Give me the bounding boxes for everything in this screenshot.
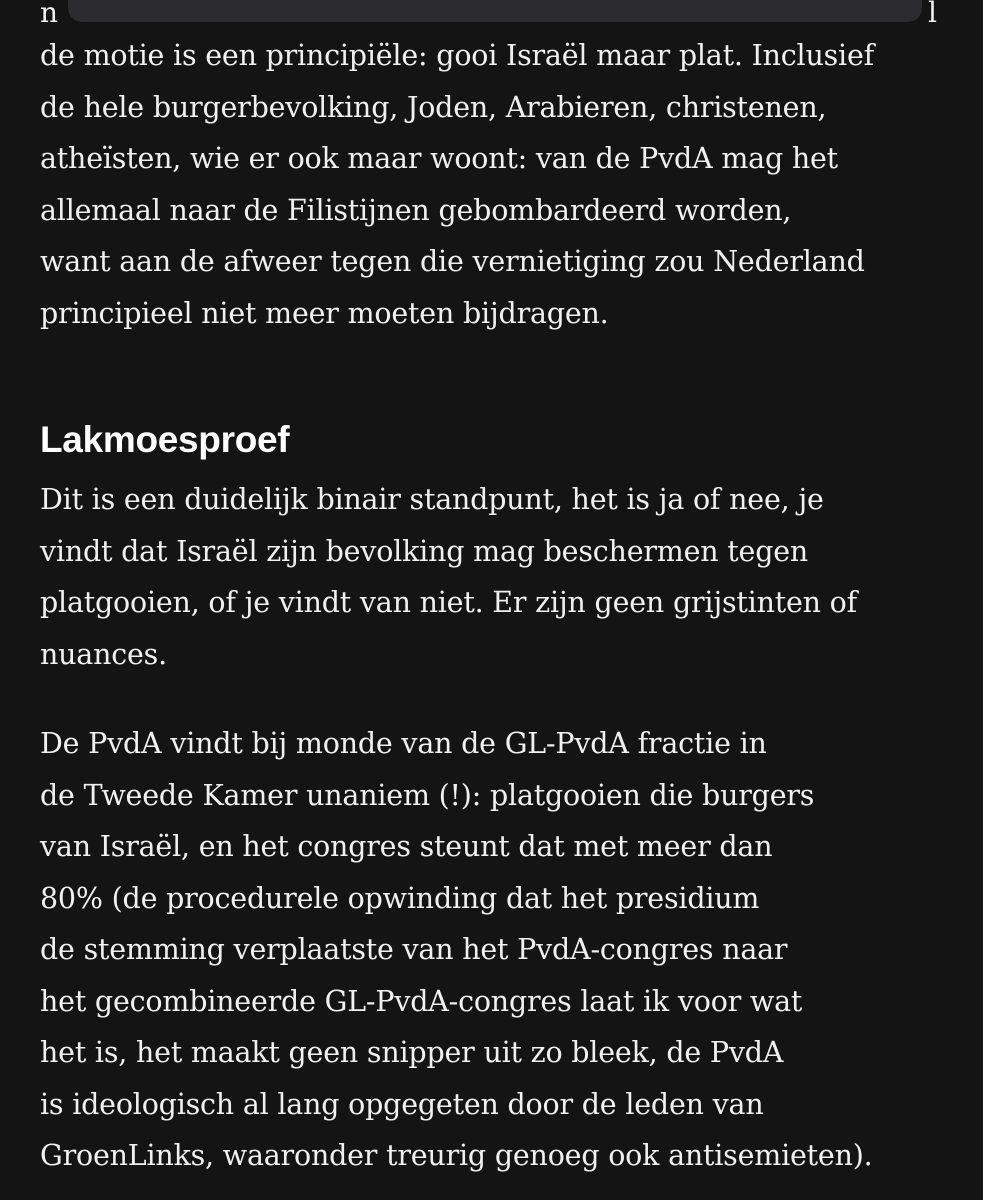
cutoff-text-right: l (928, 0, 937, 29)
paragraph-line: is ideologisch al lang opgegeten door de leden van (40, 1087, 764, 1121)
paragraph-line: de motie is een principiële: gooi Israël maar plat. Inclusief (40, 39, 874, 72)
cutoff-text-left: n (40, 0, 59, 29)
article-paragraph-2 (40, 474, 857, 680)
paragraph-line: vindt dat Israël zijn bevolking mag beschermen tegen (40, 534, 809, 568)
paragraph-line: nuances. (40, 637, 167, 671)
paragraph-line: 80% (de procedurele opwinding dat het presidium (40, 881, 760, 915)
paragraph-line: atheïsten, wie er ook maar woont: van de PvdA mag het (40, 142, 838, 175)
article-paragraph-1 (40, 30, 874, 339)
paragraph-line: Dit is een duidelijk binair standpunt, het is ja of nee, je (40, 483, 824, 516)
article-paragraph-3 (40, 718, 873, 1182)
paragraph-line: De PvdA vindt bij monde van de GL-PvdA fractie in (40, 727, 767, 760)
paragraph-line: het is, het maakt geen snipper uit zo bleek, de PvdA (40, 1036, 784, 1069)
paragraph-line: de hele burgerbevolking, Joden, Arabieren, christenen, (40, 90, 827, 124)
section-heading: Lakmoesproef (40, 419, 290, 460)
paragraph-line: de Tweede Kamer unaniem (!): platgooien die burgers (40, 778, 815, 812)
paragraph-line: GroenLinks, waaronder treurig genoeg ook antisemieten). (40, 1139, 873, 1172)
paragraph-line: de stemming verplaatste van het PvdA-congres naar (40, 933, 788, 966)
top-overlay-bar (68, 0, 922, 22)
paragraph-line: het gecombineerde GL-PvdA-congres laat ik voor wat (40, 984, 803, 1018)
paragraph-line: van Israël, en het congres steunt dat met meer dan (40, 830, 773, 863)
paragraph-line: want aan de afweer tegen die vernietiging zou Nederland (40, 245, 865, 278)
paragraph-line: principieel niet meer moeten bijdragen. (40, 296, 609, 330)
paragraph-line: platgooien, of je vindt van niet. Er zijn geen grijstinten of (40, 586, 857, 619)
paragraph-line: allemaal naar de Filistijnen gebombardeerd worden, (40, 193, 792, 227)
